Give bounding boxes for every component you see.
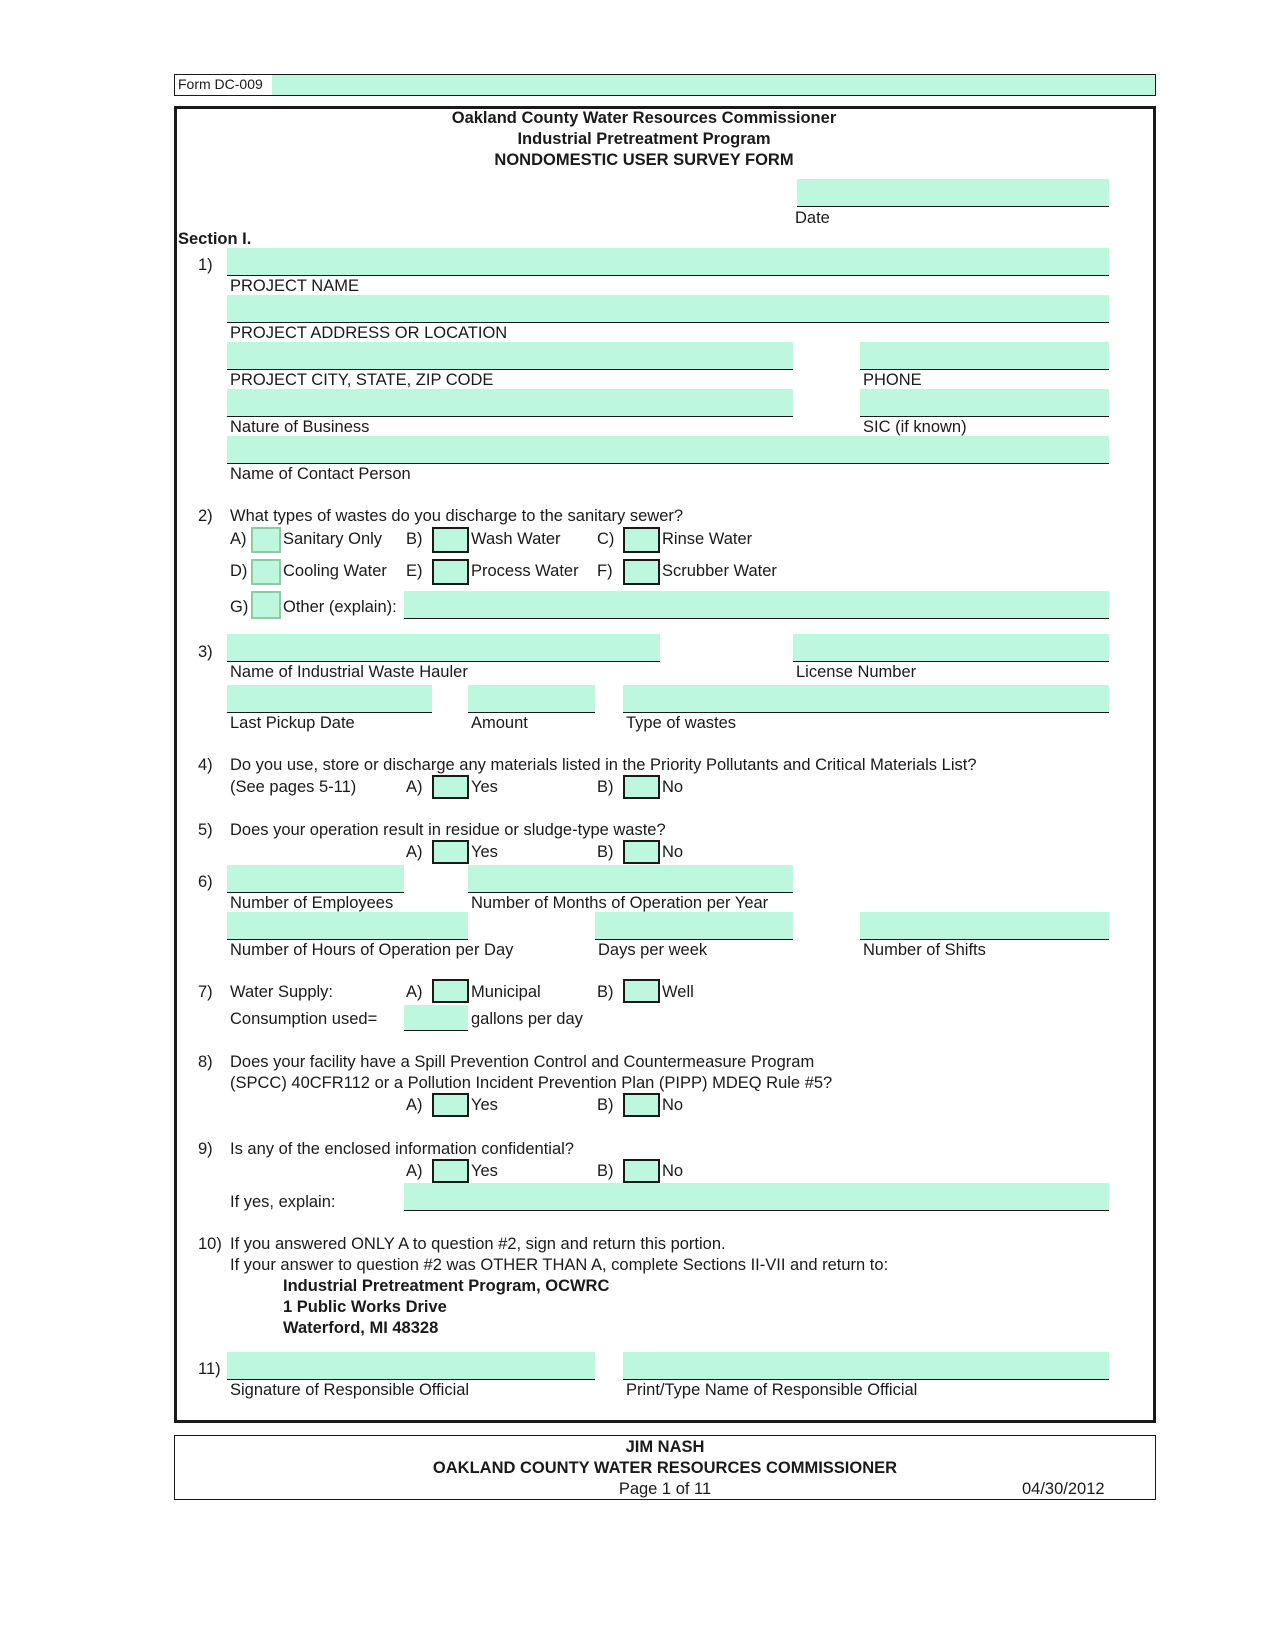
project-name-field[interactable] <box>227 248 1109 276</box>
consumption-label: Consumption used= <box>230 1010 378 1028</box>
rinse-water-label: Rinse Water <box>662 530 753 548</box>
q8-yes-label: Yes <box>471 1096 498 1114</box>
employees-label: Number of Employees <box>230 894 394 912</box>
option-d-letter: D) <box>230 562 248 580</box>
date-field[interactable] <box>797 179 1109 207</box>
section-label: Section I. <box>178 230 252 248</box>
signature-field[interactable] <box>227 1352 595 1380</box>
license-number-label: License Number <box>796 663 917 681</box>
q8-number: 8) <box>198 1053 213 1071</box>
other-label: Other (explain): <box>283 598 397 616</box>
q4-subtext: (See pages 5-11) <box>230 778 357 796</box>
q8-a-letter: A) <box>406 1096 423 1114</box>
q4-a-letter: A) <box>406 778 423 796</box>
waste-hauler-field[interactable] <box>227 634 660 662</box>
well-checkbox[interactable] <box>623 979 660 1003</box>
q10-number: 10) <box>198 1235 222 1253</box>
q5-yes-label: Yes <box>471 843 498 861</box>
q4-question: Do you use, store or discharge any materials listed in the Priority Pollutants and Critical Materials List? <box>230 756 977 774</box>
type-of-wastes-field[interactable] <box>623 685 1109 713</box>
q11-number: 11) <box>198 1360 221 1378</box>
project-city-label: PROJECT CITY, STATE, ZIP CODE <box>230 371 494 389</box>
amount-field[interactable] <box>468 685 595 713</box>
amount-label: Amount <box>471 714 528 732</box>
q4-no-label: No <box>662 778 684 796</box>
hours-field[interactable] <box>227 912 468 940</box>
q6-number: 6) <box>198 873 213 891</box>
q10-line-2: If your answer to question #2 was OTHER THAN A, complete Sections II-VII and return to: <box>230 1256 889 1274</box>
nature-of-business-field[interactable] <box>227 389 793 417</box>
months-label: Number of Months of Operation per Year <box>471 894 769 912</box>
cooling-water-label: Cooling Water <box>283 562 387 580</box>
q5-no-label: No <box>662 843 684 861</box>
contact-person-label: Name of Contact Person <box>230 465 411 483</box>
q5-yes-checkbox[interactable] <box>432 840 469 864</box>
sanitary-only-label: Sanitary Only <box>283 530 383 548</box>
project-name-label: PROJECT NAME <box>230 277 359 295</box>
other-explain-field[interactable] <box>404 591 1109 619</box>
option-a-letter: A) <box>230 530 247 548</box>
footer-title: OAKLAND COUNTY WATER RESOURCES COMMISSIONER <box>432 1459 898 1477</box>
q10-line-1: If you answered ONLY A to question #2, sign and return this portion. <box>230 1235 726 1253</box>
wash-water-checkbox[interactable] <box>432 527 469 553</box>
days-per-week-label: Days per week <box>598 941 708 959</box>
q9-yes-label: Yes <box>471 1162 498 1180</box>
explain-label: If yes, explain: <box>230 1193 336 1211</box>
last-pickup-date-field[interactable] <box>227 685 432 713</box>
sic-label: SIC (if known) <box>863 418 967 436</box>
scrubber-water-label: Scrubber Water <box>662 562 777 580</box>
return-address-line-2: 1 Public Works Drive <box>283 1298 447 1316</box>
explain-field[interactable] <box>404 1183 1109 1211</box>
q5-no-checkbox[interactable] <box>623 840 660 864</box>
option-b-letter: B) <box>406 530 423 548</box>
q5-question: Does your operation result in residue or sludge-type waste? <box>230 821 666 839</box>
sic-field[interactable] <box>860 389 1109 417</box>
q9-b-letter: B) <box>597 1162 614 1180</box>
q9-number: 9) <box>198 1140 213 1158</box>
return-address-line-3: Waterford, MI 48328 <box>283 1319 439 1337</box>
wash-water-label: Wash Water <box>471 530 561 548</box>
q7-number: 7) <box>198 983 213 1001</box>
water-supply-label: Water Supply: <box>230 983 334 1001</box>
employees-field[interactable] <box>227 865 404 893</box>
license-number-field[interactable] <box>793 634 1109 662</box>
footer-page: Page 1 of 11 <box>618 1480 712 1498</box>
project-address-field[interactable] <box>227 295 1109 323</box>
q5-number: 5) <box>198 821 213 839</box>
q5-b-letter: B) <box>597 843 614 861</box>
q9-no-checkbox[interactable] <box>623 1159 660 1183</box>
months-field[interactable] <box>468 865 793 893</box>
option-g-letter: G) <box>230 598 249 616</box>
phone-label: PHONE <box>863 371 922 389</box>
option-f-letter: F) <box>597 562 613 580</box>
well-label: Well <box>662 983 694 1001</box>
nature-of-business-label: Nature of Business <box>230 418 370 436</box>
option-e-letter: E) <box>406 562 423 580</box>
footer-name: JIM NASH <box>625 1438 705 1456</box>
scrubber-water-checkbox[interactable] <box>623 559 660 585</box>
q5-a-letter: A) <box>406 843 423 861</box>
q8-question-line-2: (SPCC) 40CFR112 or a Pollution Incident Prevention Plan (PIPP) MDEQ Rule #5? <box>230 1074 833 1092</box>
q2-question: What types of wastes do you discharge to the sanitary sewer? <box>230 507 684 525</box>
shifts-field[interactable] <box>860 912 1109 940</box>
q1-number: 1) <box>198 256 213 274</box>
q7-a-letter: A) <box>406 983 423 1001</box>
q2-number: 2) <box>198 507 213 525</box>
waste-hauler-label: Name of Industrial Waste Hauler <box>230 663 468 681</box>
municipal-label: Municipal <box>471 983 541 1001</box>
return-address-line-1: Industrial Pretreatment Program, OCWRC <box>283 1277 610 1295</box>
cooling-water-checkbox[interactable] <box>251 559 281 585</box>
contact-person-field[interactable] <box>227 436 1109 464</box>
municipal-checkbox[interactable] <box>432 979 469 1003</box>
phone-field[interactable] <box>860 342 1109 370</box>
q4-number: 4) <box>198 756 213 774</box>
q4-yes-label: Yes <box>471 778 498 796</box>
q8-yes-checkbox[interactable] <box>432 1093 469 1117</box>
other-checkbox[interactable] <box>251 591 281 619</box>
header-line-3: NONDOMESTIC USER SURVEY FORM <box>494 151 794 169</box>
q9-no-label: No <box>662 1162 684 1180</box>
q4-b-letter: B) <box>597 778 614 796</box>
rinse-water-checkbox[interactable] <box>623 527 660 553</box>
q8-no-label: No <box>662 1096 684 1114</box>
print-name-label: Print/Type Name of Responsible Official <box>626 1381 918 1399</box>
q9-a-letter: A) <box>406 1162 423 1180</box>
form-id-field[interactable] <box>272 75 1155 95</box>
q8-question-line-1: Does your facility have a Spill Prevention Control and Countermeasure Program <box>230 1053 815 1071</box>
header-line-2: Industrial Pretreatment Program <box>517 130 771 148</box>
header-line-1: Oakland County Water Resources Commissioner <box>451 109 837 127</box>
hours-label: Number of Hours of Operation per Day <box>230 941 514 959</box>
process-water-checkbox[interactable] <box>432 559 469 585</box>
q7-b-letter: B) <box>597 983 614 1001</box>
footer-date: 04/30/2012 <box>1022 1480 1105 1498</box>
type-of-wastes-label: Type of wastes <box>626 714 737 732</box>
sanitary-only-checkbox[interactable] <box>251 527 281 553</box>
shifts-label: Number of Shifts <box>863 941 986 959</box>
days-per-week-field[interactable] <box>595 912 793 940</box>
signature-label: Signature of Responsible Official <box>230 1381 470 1399</box>
last-pickup-date-label: Last Pickup Date <box>230 714 355 732</box>
process-water-label: Process Water <box>471 562 579 580</box>
form-id-label: Form DC-009 <box>178 76 263 92</box>
consumption-field[interactable] <box>404 1005 468 1031</box>
project-city-field[interactable] <box>227 342 793 370</box>
project-address-label: PROJECT ADDRESS OR LOCATION <box>230 324 508 342</box>
q8-b-letter: B) <box>597 1096 614 1114</box>
q4-no-checkbox[interactable] <box>623 775 660 799</box>
date-label: Date <box>795 209 830 227</box>
option-c-letter: C) <box>597 530 615 548</box>
q3-number: 3) <box>198 643 213 661</box>
gallons-label: gallons per day <box>471 1010 583 1028</box>
q4-yes-checkbox[interactable] <box>432 775 469 799</box>
print-name-field[interactable] <box>623 1352 1109 1380</box>
q9-question: Is any of the enclosed information confidential? <box>230 1140 574 1158</box>
q9-yes-checkbox[interactable] <box>432 1159 469 1183</box>
q8-no-checkbox[interactable] <box>623 1093 660 1117</box>
